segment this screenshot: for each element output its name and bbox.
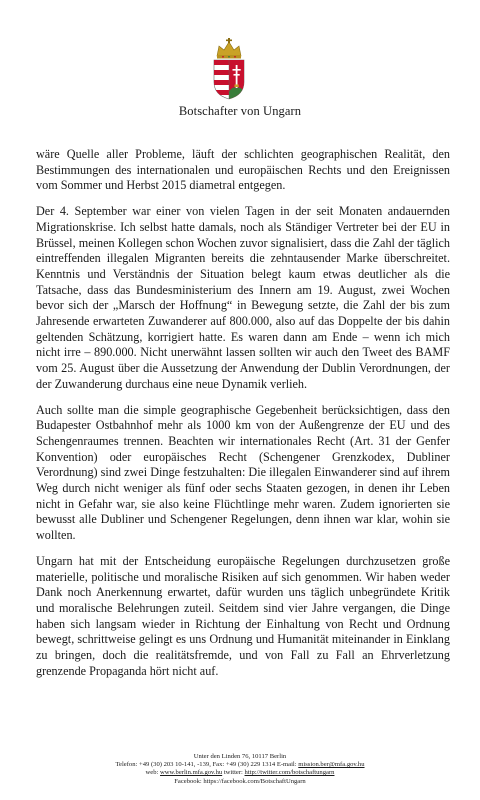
paragraph: wäre Quelle aller Probleme, läuft der schlichten geographischen Realität, den Bestimmungen des internationalen und europäischen Rechts und den Ereignissen vom Sommer und Herbst 2015 diametral entgegen. bbox=[36, 147, 450, 193]
footer-email-link[interactable]: mission.ber@mfa.gov.hu bbox=[298, 761, 365, 769]
embassy-name: Botschafter von Ungarn bbox=[178, 104, 302, 118]
letter-body bbox=[36, 147, 450, 690]
footer-phone: Telefon: +49 (30) 203 10-141, -139, Fax: +49 (30) 229 1314 E-mail: bbox=[115, 761, 297, 769]
paragraph: Ungarn hat mit der Entscheidung europäische Regelungen durchzusetzen große materielle, politische und moralische Risiken auf sich genommen. Wir haben weder Dank noch Anerkennung erwartet, dafür wurden uns täglich unbegründete Kritik und moralische Belehrungen zuteil. Seitdem sind vier Jahre vergangen, die Dinge haben sich langsam wieder in Richtung der Einhaltung von Recht und Ordnung bewegt, schrittweise gelingt es uns Ordnung und Humanität miteinander in Einklang zu bringen, doch die realitätsfremde, und von Fall zu Fall an Ehrverletzung grenzende Propaganda hört nicht auf. bbox=[36, 553, 450, 678]
letter-footer bbox=[0, 753, 480, 786]
footer-web-link[interactable]: www.berlin.mfa.gov.hu bbox=[160, 769, 223, 777]
footer-facebook[interactable]: Facebook: https://facebook.com/BotschaftUngarn bbox=[174, 777, 306, 785]
hungarian-coat-of-arms-icon bbox=[209, 38, 249, 100]
letterhead bbox=[0, 0, 480, 122]
paragraph: Auch sollte man die simple geographische Gegebenheit berücksichtigen, dass den Budapester Ostbahnhof mehr als 1000 km von der Außengrenze der EU und des Schengenraumes trennen. Beachten wir internationales Recht (Art. 31 der Genfer Konvention) oder europäisches Recht (Schengener Grenzkodex, Dubliner Verordnung) sind zwei Dinge festzuhalten: Die illegalen Einwanderer sind auf ihrem Weg durch nicht weniger als fünf oder sechs Staaten gezogen, in denen ihr Leben nicht in Gefahr war, sie also keine Flüchtlinge mehr waren. Zudem ignorierten sie bewusst alle Dubliner und Schengener Regelungen, denn ihnen war klar, wohin sie wollten. bbox=[36, 402, 450, 543]
footer-web-line bbox=[0, 769, 480, 777]
footer-twitter-label: twitter: bbox=[223, 769, 243, 777]
paragraph: Der 4. September war einer von vielen Tagen in der seit Monaten andauernden Migrationskrise. Ich selbst hatte damals, noch als Ständiger Vertreter bei der EU in Brüssel, meinen Kollegen schon Wochen zuvor signalisiert, dass die Zahl der täglich eintreffenden illegalen Migranten bereits die zehntausender Marke überschreitet. Kenntnis und Verständnis der Situation belegt kaum etwas deutlicher als die Tatsache, dass das Bundesministerium des Innern am 19. August, zwei Wochen bevor sich der „Marsch der Hoffnung“ in Bewegung setzte, die Zahl der bis zum Jahresende erwarteten Zuwanderer auf 800.000, also auf das Doppelte der bis dahin geltenden Schätzung, korrigiert hatte. Es waren dann am Ende – wenn ich mich nicht irre – 890.000. Nicht unerwähnt lassen sollten wir auch den Tweet des BAMF vom 25. August über die Aussetzung der Anwendung der Dublin Verordnungen, der der Zuwanderung durchaus eine neue Dynamik verlieh. bbox=[36, 204, 450, 391]
footer-contact-line bbox=[0, 761, 480, 769]
footer-address: Unter den Linden 76, 10117 Berlin bbox=[193, 753, 287, 760]
footer-twitter-link[interactable]: http://twitter.com/botschaftungarn bbox=[244, 769, 335, 777]
footer-web-label: web: bbox=[145, 769, 159, 777]
